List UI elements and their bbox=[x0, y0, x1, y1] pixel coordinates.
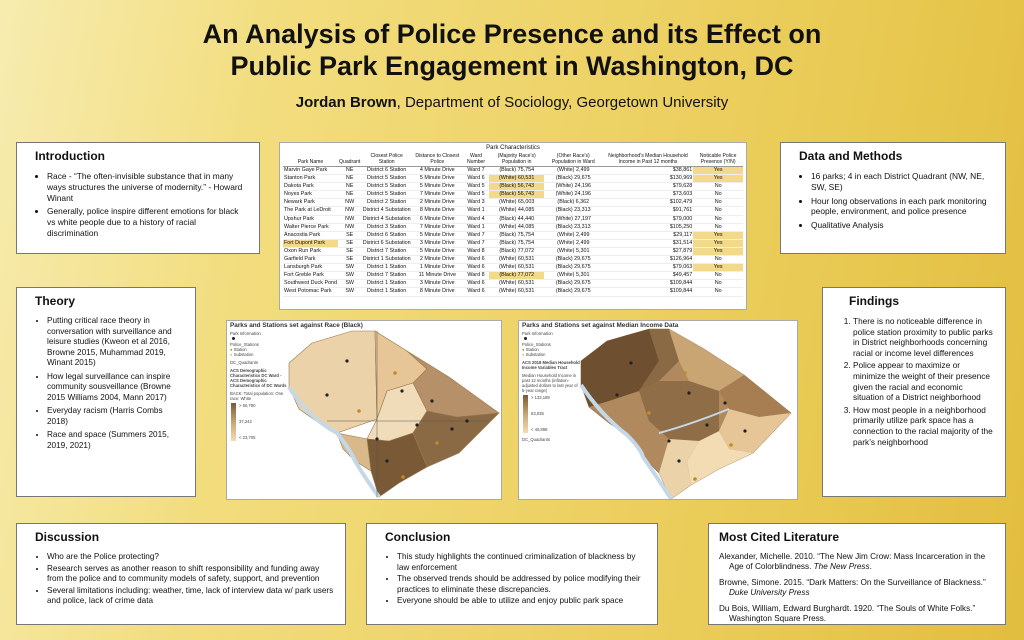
findings-heading: Findings bbox=[849, 294, 899, 308]
park-marker bbox=[415, 423, 418, 426]
table-cell: 5 Minute Drive bbox=[412, 183, 462, 191]
table-cell: District 4 Substation bbox=[362, 207, 411, 214]
table-cell: District 1 Station bbox=[361, 264, 412, 272]
data-methods-box bbox=[780, 142, 1006, 254]
poster-title-line1: An Analysis of Police Presence and its Effect on bbox=[202, 19, 822, 49]
author-line bbox=[0, 94, 1024, 111]
conclusion-heading: Conclusion bbox=[385, 530, 451, 544]
map-income[interactable] bbox=[518, 320, 798, 500]
column-header: Ward Number bbox=[463, 152, 490, 167]
list-item: • Everyone should be able to utilize and enjoy public park space bbox=[397, 596, 647, 607]
table-cell: SW bbox=[338, 272, 361, 280]
table-cell: (Black) 56,743 bbox=[489, 191, 543, 199]
table-cell: $73,603 bbox=[603, 191, 694, 199]
table-cell: Ward 6 bbox=[463, 256, 490, 264]
table-cell: (Black) 29,675 bbox=[544, 288, 603, 296]
table-cell: (Black) 44,440 bbox=[489, 215, 543, 223]
table-cell: Ward 8 bbox=[463, 272, 490, 280]
legend-layer: ACS Demographic Characteristics DC Ward - ACS Demographic Characteristics of DC Wards bbox=[230, 368, 287, 388]
table-body bbox=[283, 167, 743, 297]
discussion-list bbox=[35, 552, 335, 607]
station-marker bbox=[647, 411, 651, 415]
station-marker bbox=[729, 443, 733, 447]
list-item: • Generally, police inspire different emotions for black vs white people due to a history of racial discrimination bbox=[47, 206, 249, 238]
table-cell: Marvin Gaye Park bbox=[283, 167, 338, 175]
table-cell: No bbox=[693, 280, 743, 288]
table-cell: NW bbox=[338, 199, 361, 207]
column-header: Closest Police Station bbox=[361, 152, 412, 167]
table-cell: District 6 Station bbox=[361, 167, 412, 175]
park-marker bbox=[430, 399, 433, 402]
table-cell: District 1 Station bbox=[361, 288, 412, 296]
table-cell: $126,964 bbox=[603, 256, 694, 264]
park-marker bbox=[450, 427, 453, 430]
table-cell: $31,514 bbox=[603, 239, 694, 247]
column-header: Distance to Closest Police bbox=[412, 152, 462, 167]
table-cell: Ward 6 bbox=[463, 288, 490, 296]
table-cell: District 7 Station bbox=[361, 247, 412, 255]
list-item: 3. How most people in a neighborhood primarily utilize park space has a connection to the racial majority of the park’s neighborhood bbox=[853, 405, 995, 447]
table-cell: 1 Minute Drive bbox=[412, 264, 462, 272]
list-item: • How legal surveillance can inspire community sousveillance (Browne 2015 Williams 2004, Mann 2017) bbox=[47, 372, 185, 404]
legend-station-item: ● Station bbox=[522, 347, 539, 352]
legend-high: > 50,780 bbox=[239, 403, 256, 408]
table-cell: NE bbox=[338, 183, 361, 191]
table-cell: $79,628 bbox=[603, 183, 694, 191]
table-cell: District 6 Station bbox=[361, 231, 412, 239]
table-cell: District 5 Station bbox=[361, 175, 412, 183]
map-income-canvas bbox=[519, 321, 798, 500]
theory-heading: Theory bbox=[35, 294, 76, 308]
table-row bbox=[283, 207, 743, 215]
list-item: 2. Police appear to maximize or minimize the weight of their presence given the racial and economic situation of a District neighborhood bbox=[853, 360, 995, 402]
table-cell: Walter Pierce Park bbox=[283, 223, 338, 231]
station-marker bbox=[357, 409, 361, 413]
station-marker bbox=[683, 371, 687, 375]
legend-field: Median Household Income in past 12 months (inflation-adjusted dollars to last year of 5-year range) bbox=[522, 373, 578, 393]
table-cell: (White) 60,531 bbox=[489, 288, 543, 296]
table-row bbox=[283, 264, 743, 272]
table-cell: $102,479 bbox=[603, 199, 694, 207]
table-cell: No bbox=[693, 223, 743, 231]
table-cell: SW bbox=[338, 288, 361, 296]
table-cell: (White) 27,197 bbox=[544, 215, 603, 223]
table-cell: Stanton Park bbox=[283, 175, 338, 183]
table-cell: Yes bbox=[693, 264, 743, 272]
reference-item: Alexander, Michelle. 2010. “The New Jim Crow: Mass Incarceration in the Age of Colorblindness. The New Press. bbox=[719, 552, 986, 572]
table-row bbox=[283, 272, 743, 280]
legend-high: > 133,189 bbox=[531, 395, 550, 400]
table-cell: Oxon Run Park bbox=[283, 247, 338, 255]
table-cell: (White) 65,003 bbox=[489, 199, 543, 207]
table-row bbox=[283, 183, 743, 191]
table-cell: NE bbox=[338, 191, 361, 199]
table-cell: District 6 Substation bbox=[362, 239, 411, 246]
park-marker bbox=[723, 401, 726, 404]
park-marker bbox=[687, 391, 690, 394]
table-cell: Garfield Park bbox=[283, 256, 338, 264]
table-cell: District 1 Substation bbox=[362, 256, 411, 263]
table-cell: No bbox=[693, 183, 743, 191]
table-cell: Ward 6 bbox=[463, 280, 490, 288]
table-cell: NW bbox=[338, 207, 361, 215]
legend-substation-item: ● Substation bbox=[230, 352, 254, 357]
table-cell: Upshur Park bbox=[283, 215, 338, 223]
table-cell: (White) 60,531 bbox=[489, 256, 543, 264]
table-cell: (Black) 56,743 bbox=[489, 183, 543, 191]
table-cell: $109,844 bbox=[603, 280, 694, 288]
station-marker bbox=[693, 477, 697, 481]
table-cell: 6 Minute Drive bbox=[412, 215, 462, 223]
table-cell: The Park at LeDroit bbox=[283, 207, 338, 215]
table-cell: Yes bbox=[693, 239, 743, 247]
table-row bbox=[283, 215, 743, 223]
table-cell: (White) 60,531 bbox=[489, 175, 543, 183]
table-cell: (White) 24,196 bbox=[544, 183, 603, 191]
list-item: • Hour long observations in each park monitoring people, environment, and police presence bbox=[811, 196, 995, 218]
author-univ: Georgetown University bbox=[572, 94, 729, 111]
table-cell: $79,000 bbox=[603, 215, 694, 223]
table-cell: (White) 24,196 bbox=[544, 191, 603, 199]
list-item: • Several limitations including: weather, time, lack of interview data w/ park users and police, lack of crime data bbox=[47, 586, 335, 607]
legend-park: Park Information bbox=[522, 331, 553, 336]
table-cell: $109,844 bbox=[603, 288, 694, 296]
data-methods-list bbox=[799, 171, 995, 231]
column-header: (Majority Race's) Population in bbox=[489, 152, 543, 167]
legend-mid: 63,035 bbox=[531, 411, 544, 416]
table-cell: 2 Minute Drive bbox=[412, 199, 462, 207]
table-cell: $105,250 bbox=[603, 223, 694, 231]
table-cell: (Black) 29,675 bbox=[544, 264, 603, 272]
table-cell: 3 Minute Drive bbox=[412, 239, 462, 247]
table-cell: District 4 Substation bbox=[362, 215, 411, 222]
legend-quadrants: DC_Quadrants bbox=[522, 437, 550, 442]
findings-box bbox=[822, 287, 1006, 497]
table-cell: 2 Minute Drive bbox=[412, 256, 462, 264]
reference-item: Browne, Simone. 2015. “Dark Matters: On the Surveillance of Blackness.” Duke University Press bbox=[719, 577, 986, 598]
theory-list bbox=[35, 316, 185, 451]
table-cell: 7 Minute Drive bbox=[412, 191, 462, 199]
findings-list bbox=[839, 316, 995, 447]
park-marker bbox=[375, 437, 378, 440]
station-marker bbox=[401, 475, 405, 479]
park-marker bbox=[615, 393, 618, 396]
table-cell: 3 Minute Drive bbox=[412, 280, 462, 288]
station-marker bbox=[435, 441, 439, 445]
map-race-title: Parks and Stations set against Race (Black) bbox=[230, 322, 363, 329]
table-row bbox=[283, 231, 743, 239]
column-header: Neighborhood's Median Household Income in Past 12 months bbox=[603, 152, 694, 167]
legend-station-item: ● Station bbox=[230, 347, 247, 352]
table-cell: NE bbox=[338, 175, 361, 183]
discussion-box bbox=[16, 523, 346, 625]
table-cell: No bbox=[693, 191, 743, 199]
table-cell: (Black) 77,072 bbox=[489, 247, 543, 255]
table-cell: District 1 Station bbox=[361, 280, 412, 288]
table-cell: 5 Minute Drive bbox=[412, 175, 462, 183]
table-cell: Dakota Park bbox=[283, 183, 338, 191]
table-cell: SW bbox=[338, 280, 361, 288]
table-cell: $27,879 bbox=[603, 247, 694, 255]
table-cell: (Black) 75,754 bbox=[489, 167, 543, 175]
table-cell: 5 Minute Drive bbox=[412, 247, 462, 255]
station-marker-icon: ● bbox=[230, 347, 233, 352]
table-cell: District 3 Station bbox=[361, 223, 412, 231]
table-row bbox=[283, 239, 743, 247]
legend-park: Park Information bbox=[230, 331, 261, 336]
park-marker bbox=[705, 423, 708, 426]
table-cell: Ward 5 bbox=[463, 183, 490, 191]
table-cell: (White) 2,499 bbox=[544, 167, 603, 175]
station-marker-icon: ● bbox=[522, 347, 525, 352]
table-cell: Fort Dupont Park bbox=[283, 239, 338, 247]
legend-quadrants: DC_Quadrants bbox=[230, 360, 258, 365]
table-cell: District 2 Station bbox=[361, 199, 412, 207]
column-header: (Other Race's) Population in Ward bbox=[544, 152, 603, 167]
table-cell: (White) 60,531 bbox=[489, 280, 543, 288]
table-cell: (White) 5,301 bbox=[544, 272, 603, 280]
table-cell: (White) 44,085 bbox=[489, 207, 543, 215]
table-cell: (White) 2,499 bbox=[544, 231, 603, 239]
discussion-heading: Discussion bbox=[35, 530, 100, 544]
conclusion-list bbox=[385, 552, 647, 607]
list-item: • Qualitative Analysis bbox=[811, 220, 995, 231]
table-cell: 5 Minute Drive bbox=[412, 231, 462, 239]
table-cell: Ward 1 bbox=[463, 223, 490, 231]
table-cell: 4 Minute Drive bbox=[412, 167, 462, 175]
table-cell: (White) 2,499 bbox=[544, 239, 603, 247]
legend-field: BACK: Total population: One race: White bbox=[230, 391, 284, 401]
legend-mid: 37,242 bbox=[239, 419, 252, 424]
table-cell: $38,861 bbox=[603, 167, 694, 175]
table-cell: Anacostia Park bbox=[283, 231, 338, 239]
list-item: • Race - “The often-invisible substance that in many ways structures the universe of modernity.” - Howard Winant bbox=[47, 171, 249, 203]
column-header: Park Name bbox=[283, 152, 338, 167]
list-item: • The observed trends should be addressed by police modifying their practices to eliminate these discrepancies. bbox=[397, 574, 647, 595]
table-cell: (Black) 6,362 bbox=[544, 199, 603, 207]
table-cell: (White) 60,531 bbox=[489, 264, 543, 272]
table-cell: Lansburgh Park bbox=[283, 264, 338, 272]
park-marker bbox=[325, 393, 328, 396]
table-cell: 8 Minute Drive bbox=[412, 288, 462, 296]
table-cell: $91,761 bbox=[603, 207, 694, 215]
table-cell: NW bbox=[338, 223, 361, 231]
table-cell: No bbox=[693, 256, 743, 264]
table-cell: (Black) 77,072 bbox=[489, 272, 543, 280]
table-cell: (Black) 75,754 bbox=[489, 239, 543, 247]
list-item: • Putting critical race theory in conversation with surveillance and leisure studies (Kweon et al 2016, Browne 2015, Muhammad 2019, Winant 2015) bbox=[47, 316, 185, 369]
table-cell: Ward 8 bbox=[463, 247, 490, 255]
legend-substation-item: ● Substation bbox=[522, 352, 546, 357]
table-cell: SE bbox=[338, 256, 361, 264]
dc-ward-west bbox=[289, 331, 377, 433]
table-row bbox=[283, 288, 743, 296]
park-marker bbox=[345, 359, 348, 362]
table-cell: Yes bbox=[693, 175, 743, 183]
table-row bbox=[283, 280, 743, 288]
table-cell: (Black) 75,754 bbox=[489, 231, 543, 239]
table-cell: (Black) 29,675 bbox=[544, 175, 603, 183]
table-cell: Fort Greble Park bbox=[283, 272, 338, 280]
list-item: • Who are the Police protecting? bbox=[47, 552, 335, 563]
introduction-list bbox=[35, 171, 249, 239]
legend-low: < 40,898 bbox=[531, 427, 548, 432]
list-item: • Everyday racism (Harris Combs 2018) bbox=[47, 406, 185, 427]
table-cell: (White) 44,085 bbox=[489, 223, 543, 231]
substation-marker-icon: ● bbox=[230, 352, 233, 357]
legend-stations: Police_Stations bbox=[230, 342, 259, 347]
park-marker bbox=[743, 429, 746, 432]
table-cell: Ward 4 bbox=[463, 215, 490, 223]
conclusion-box bbox=[366, 523, 658, 625]
table-cell: (Black) 23,313 bbox=[544, 207, 603, 215]
park-marker bbox=[385, 459, 388, 462]
poster-title-line2: Public Park Engagement in Washington, DC bbox=[230, 51, 794, 81]
list-item: • This study highlights the continued criminalization of blackness by law enforcement bbox=[397, 552, 647, 573]
author-dept: , Department of Sociology, bbox=[396, 94, 573, 111]
table-cell: Ward 7 bbox=[463, 239, 490, 247]
table-cell: SE bbox=[338, 247, 361, 255]
reference-item: Du Bois, William, Edward Burghardt. 1920. “The Souls of White Folks.” Washington Square Press. bbox=[719, 603, 976, 624]
park-marker bbox=[629, 361, 632, 364]
park-marker bbox=[465, 419, 468, 422]
literature-heading: Most Cited Literature bbox=[719, 530, 840, 544]
table-row bbox=[283, 256, 743, 264]
park-marker bbox=[677, 459, 680, 462]
table-cell: Ward 7 bbox=[463, 167, 490, 175]
table-header-row bbox=[283, 152, 743, 167]
map-race[interactable] bbox=[226, 320, 502, 500]
list-item: • 16 parks; 4 in each District Quadrant (NW, NE, SW, SE) bbox=[811, 171, 995, 193]
table-cell: Southwest Duck Pond bbox=[284, 280, 338, 287]
table-cell: District 7 Station bbox=[361, 272, 412, 280]
legend-low: < 23,705 bbox=[239, 435, 256, 440]
poster-title bbox=[0, 18, 1024, 82]
introduction-box bbox=[16, 142, 260, 254]
table-row bbox=[283, 247, 743, 255]
table-cell: District 5 Station bbox=[361, 191, 412, 199]
list-item: 1. There is no noticeable difference in police station proximity to public parks in District neighborhoods concerning racial or income level differences bbox=[853, 316, 995, 358]
literature-box bbox=[708, 523, 1006, 625]
map-race-canvas bbox=[227, 321, 502, 500]
table-row bbox=[283, 167, 743, 175]
table-cell: Ward 5 bbox=[463, 191, 490, 199]
table-cell: (Black) 29,675 bbox=[544, 280, 603, 288]
table-caption: Park Characteristics bbox=[486, 145, 540, 151]
table-cell: West Potomac Park bbox=[283, 288, 338, 296]
dc-ward-east bbox=[413, 411, 499, 467]
table-cell: SE bbox=[338, 239, 361, 247]
table-cell: $130,969 bbox=[603, 175, 694, 183]
theory-box bbox=[16, 287, 196, 497]
table-cell: (Black) 23,313 bbox=[544, 223, 603, 231]
table-cell: $29,117 bbox=[603, 231, 694, 239]
table-cell: No bbox=[693, 207, 743, 215]
table-cell: $79,063 bbox=[603, 264, 694, 272]
park-characteristics-table bbox=[279, 142, 747, 310]
table-row bbox=[283, 199, 743, 207]
table-cell: Ward 3 bbox=[463, 199, 490, 207]
map-income-title: Parks and Stations set against Median Income Data bbox=[522, 322, 679, 329]
legend-layer: ACS 2018 Median Household Income Variables Tract bbox=[522, 360, 580, 370]
author-name: Jordan Brown bbox=[295, 94, 397, 111]
table-cell: $49,457 bbox=[603, 272, 694, 280]
table-cell: SE bbox=[338, 231, 361, 239]
table-cell: No bbox=[693, 199, 743, 207]
table-cell: (White) 5,301 bbox=[544, 247, 603, 255]
table-cell: No bbox=[693, 272, 743, 280]
data-methods-heading: Data and Methods bbox=[799, 149, 903, 163]
introduction-heading: Introduction bbox=[35, 149, 105, 163]
table-cell: Newark Park bbox=[283, 199, 338, 207]
park-marker bbox=[667, 439, 670, 442]
table-cell: (Black) 29,675 bbox=[544, 256, 603, 264]
column-header: Noticable Police Presence (Y/N) bbox=[693, 152, 743, 167]
table-cell: Yes bbox=[693, 167, 743, 175]
table-row bbox=[283, 191, 743, 199]
table-row bbox=[283, 175, 743, 183]
park-marker bbox=[400, 389, 403, 392]
table-cell: Ward 6 bbox=[463, 264, 490, 272]
table-cell: Ward 7 bbox=[463, 231, 490, 239]
substation-marker-icon: ● bbox=[522, 352, 525, 357]
table-cell: Yes bbox=[693, 231, 743, 239]
table-cell: No bbox=[693, 215, 743, 223]
table-cell: NE bbox=[338, 167, 361, 175]
list-item: • Race and space (Summers 2015, 2019, 2021) bbox=[47, 430, 185, 451]
table-cell: 11 Minute Drive bbox=[412, 272, 462, 280]
table-cell: Yes bbox=[693, 247, 743, 255]
table-cell: NW bbox=[338, 215, 361, 223]
table-cell: 7 Minute Drive bbox=[412, 223, 462, 231]
table-cell: Noyes Park bbox=[283, 191, 338, 199]
station-marker bbox=[393, 371, 397, 375]
table-row bbox=[283, 223, 743, 231]
table-cell: No bbox=[693, 288, 743, 296]
column-header: Quadrant bbox=[338, 152, 361, 167]
legend-stations: Police_Stations bbox=[522, 342, 551, 347]
table-cell: 8 Minute Drive bbox=[412, 207, 462, 215]
park-table bbox=[283, 152, 743, 297]
table-cell: Ward 6 bbox=[463, 175, 490, 183]
table-cell: Ward 1 bbox=[463, 207, 490, 215]
list-item: • Research serves as another reason to shift responsibility and funding away from the police and to community models of safety, support, and prevention bbox=[47, 564, 335, 585]
table-cell: SW bbox=[338, 264, 361, 272]
table-cell: District 5 Station bbox=[361, 183, 412, 191]
